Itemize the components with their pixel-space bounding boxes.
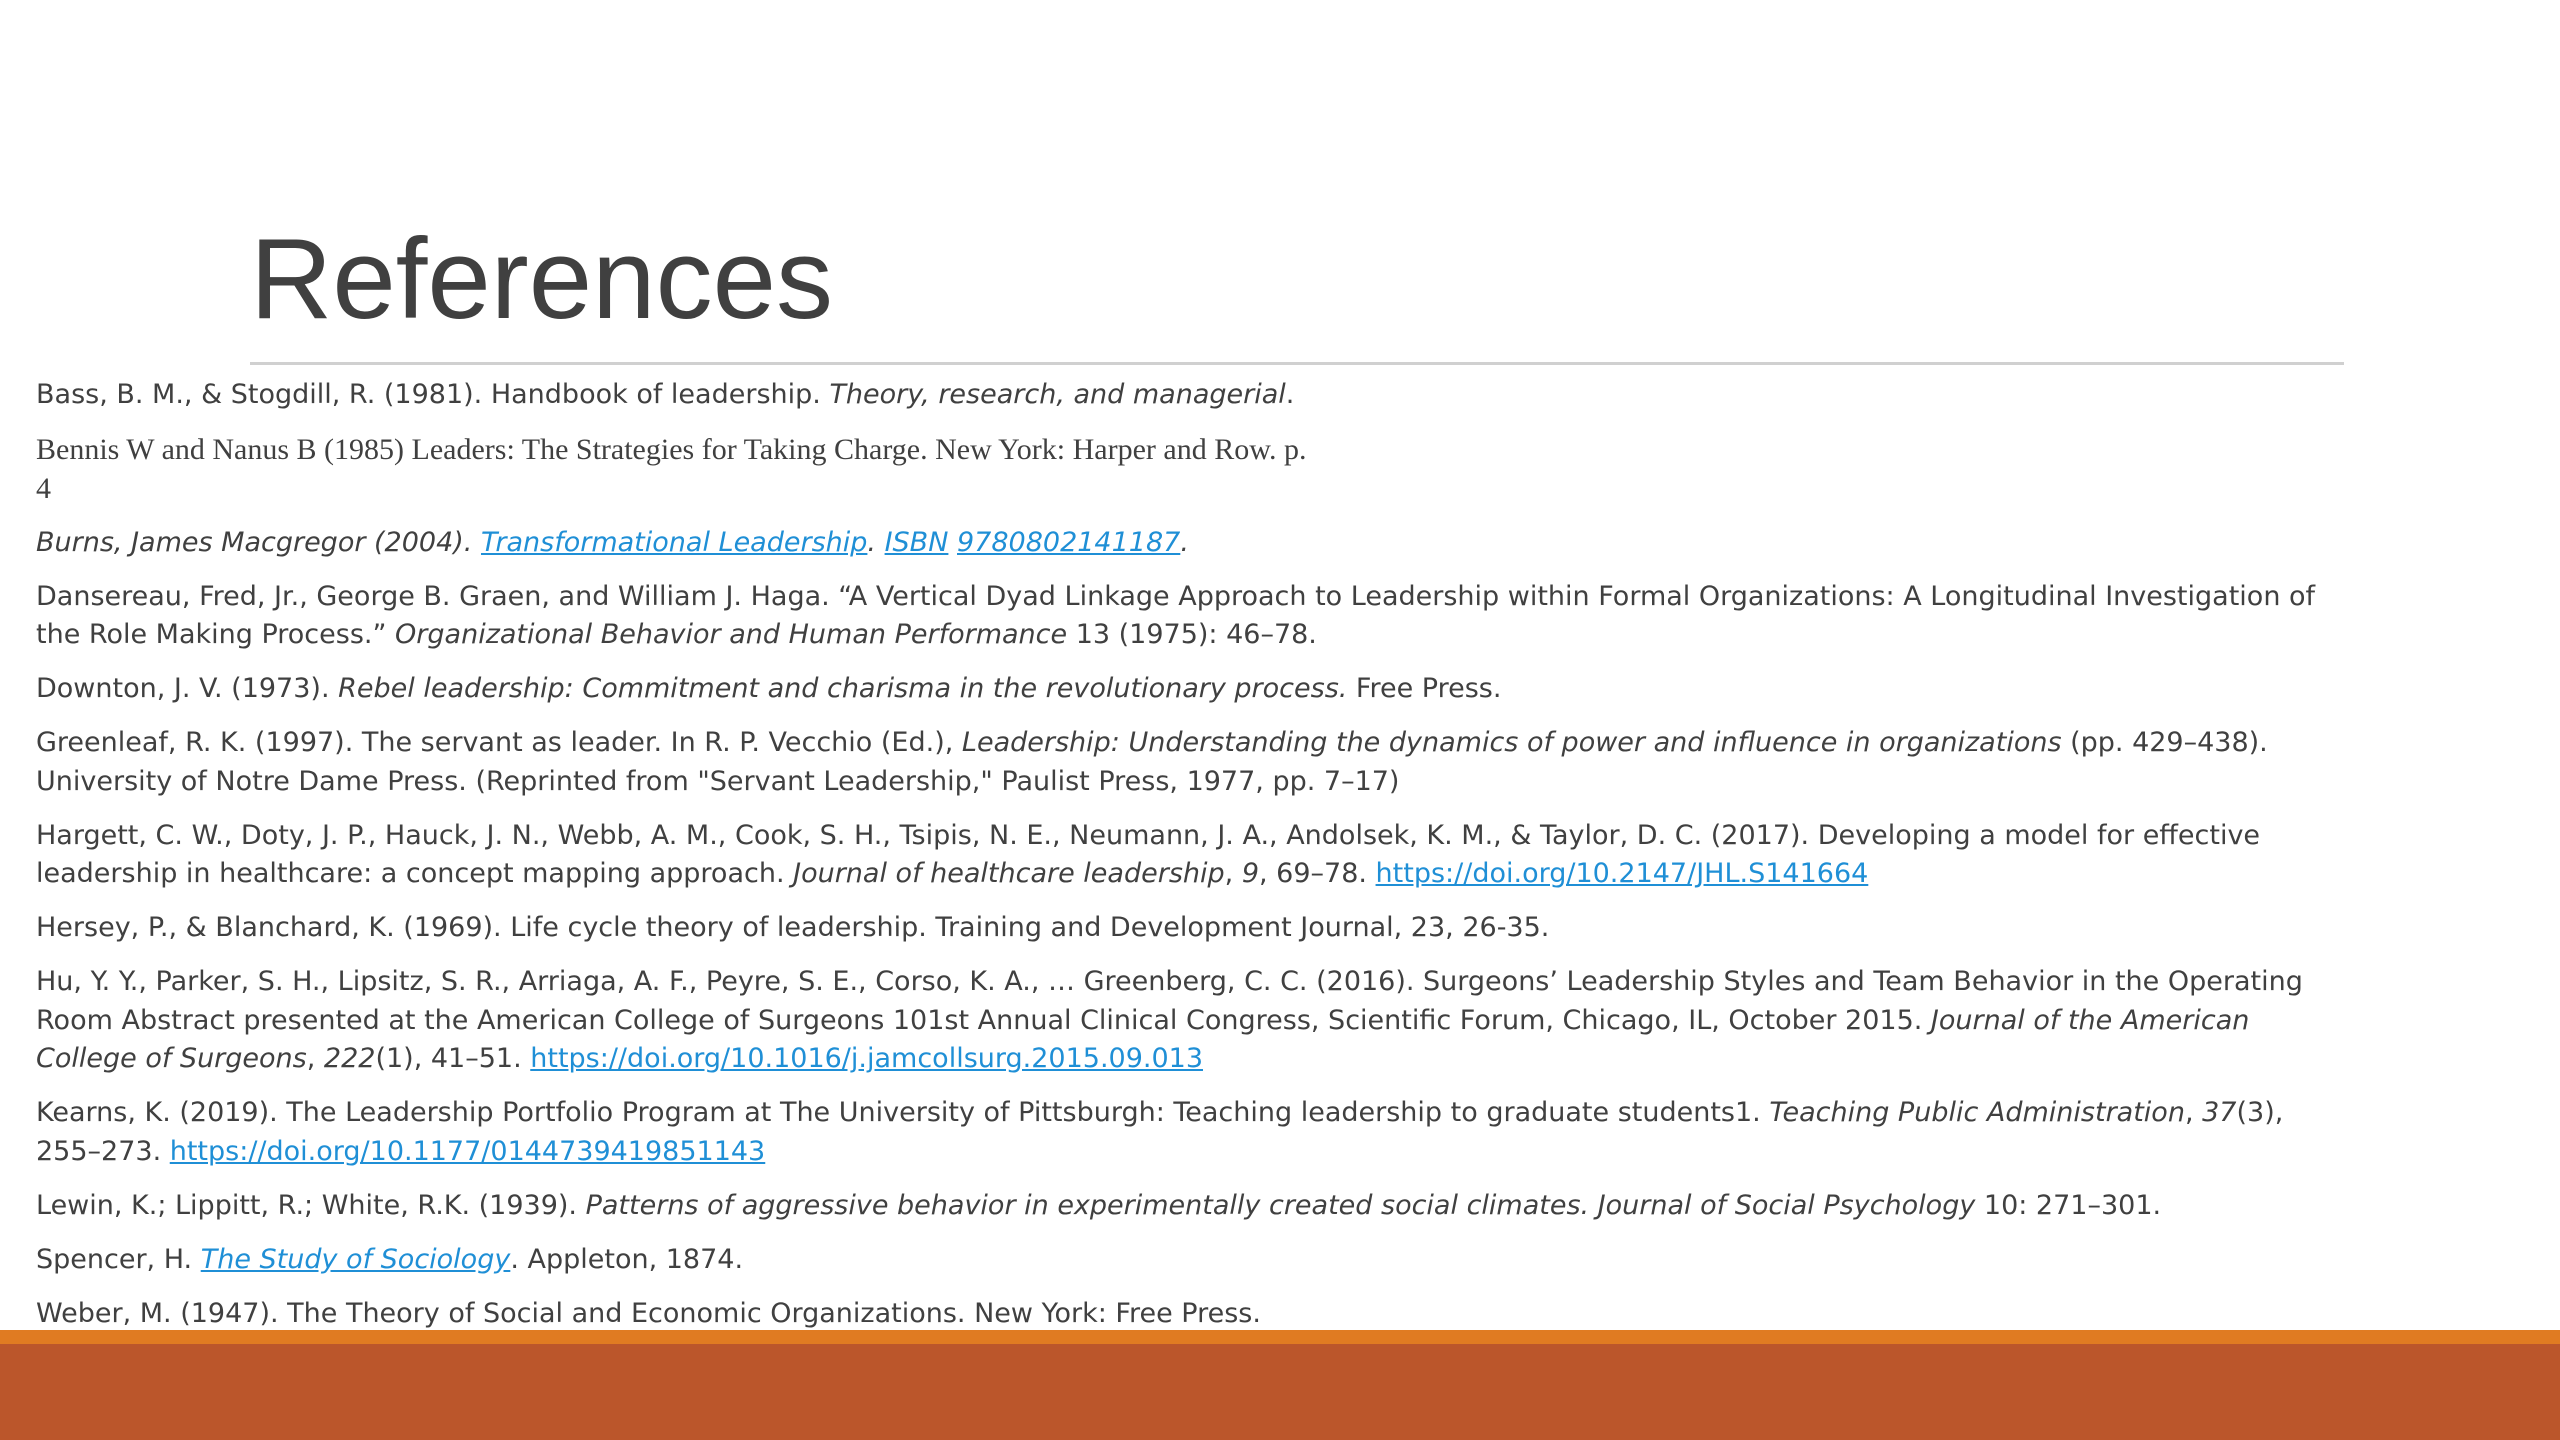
footer-band <box>0 1344 2560 1440</box>
transformational-leadership-link[interactable]: Transformational Leadership <box>480 526 868 558</box>
reference-item-bass: Bass, B. M., & Stogdill, R. (1981). Handbook of leadership. Theory, research, and managerial. <box>36 379 1295 410</box>
reference-item-bennis: Bennis W and Nanus B (1985) Leaders: The Strategies for Taking Charge. New York: Harper and Row. p. 4 <box>36 433 1307 505</box>
reference-item-lewin: Lewin, K.; Lippitt, R.; White, R.K. (1939). Patterns of aggressive behavior in experimentally created social climates. Journal of Social Psychology 10: 271–301. <box>36 1189 2162 1221</box>
reference-item-burns: Burns, James Macgregor (2004). Transformational Leadership. ISBN 9780802141187. <box>36 526 1189 558</box>
reference-item-hu: Hu, Y. Y., Parker, S. H., Lipsitz, S. R., Arriaga, A. F., Peyre, S. E., Corso, K. A., … Greenberg, C. C. (2016). Surgeons’ Leadership Styles and Team Behavior in the Operating Room Abstract presented at the American College of Surgeons 101st Annual Clinical Congress, Scientific Forum, Chicago, IL, October 2015. Journal of the American College of Surgeons, 222(1), 41–51. https://doi.org/10.1016/j.jamcollsurg.2015.09.013 <box>36 966 2303 1074</box>
reference-item-kearns: Kearns, K. (2019). The Leadership Portfolio Program at The University of Pittsburgh: Teaching leadership to graduate students1. Teaching Public Administration, 37(3), 255–273. https://doi.org/10.1177/0144739419851143 <box>36 1097 2284 1167</box>
reference-item-greenleaf: Greenleaf, R. K. (1997). The servant as leader. In R. P. Vecchio (Ed.), Leadership: Understanding the dynamics of power and influence in organizations (pp. 429–438). University of Notre Dame Press. (Reprinted from "Servant Leadership," Paulist Press, 1977, pp. 7–17) <box>36 727 2268 797</box>
isbn-number-link[interactable]: 9780802141187 <box>957 526 1181 558</box>
reference-item-hargett: Hargett, C. W., Doty, J. P., Hauck, J. N., Webb, A. M., Cook, S. H., Tsipis, N. E., Neumann, J. A., Andolsek, K. M., & Taylor, D. C. (2017). Developing a model for effective leadership in healthcare: a concept mapping approach. Journal of healthcare leadership, 9, 69–78. https://doi.org/10.2147/JHL.S141664 <box>36 819 2261 889</box>
reference-item-dansereau: Dansereau, Fred, Jr., George B. Graen, and William J. Haga. “A Vertical Dyad Linkage Approach to Leadership within Formal Organizations: A Longitudinal Investigation of the Role Making Process.” Organizational Behavior and Human Performance 13 (1975): 46–78. <box>36 580 2316 650</box>
study-of-sociology-link[interactable]: The Study of Sociology <box>200 1243 511 1275</box>
hu-doi-link[interactable]: https://doi.org/10.1016/j.jamcollsurg.2015.09.013 <box>530 1043 1203 1074</box>
footer-accent-stripe <box>0 1330 2560 1344</box>
reference-item-downton: Downton, J. V. (1973). Rebel leadership: Commitment and charisma in the revolutionary process. Free Press. <box>36 673 1502 704</box>
reference-item-weber: Weber, M. (1947). The Theory of Social and Economic Organizations. New York: Free Press. <box>36 1297 1261 1329</box>
kearns-doi-link[interactable]: https://doi.org/10.1177/0144739419851143 <box>169 1135 766 1167</box>
slide-title: References <box>250 216 833 343</box>
reference-list <box>36 376 2326 1349</box>
reference-item-hersey: Hersey, P., & Blanchard, K. (1969). Life cycle theory of leadership. Training and Development Journal, 23, 26-35. <box>36 912 1550 943</box>
isbn-link[interactable]: ISBN <box>884 526 949 558</box>
reference-item-spencer: Spencer, H. The Study of Sociology. Appleton, 1874. <box>36 1243 744 1275</box>
title-divider <box>250 362 2344 365</box>
hargett-doi-link[interactable]: https://doi.org/10.2147/JHL.S141664 <box>1375 858 1869 889</box>
